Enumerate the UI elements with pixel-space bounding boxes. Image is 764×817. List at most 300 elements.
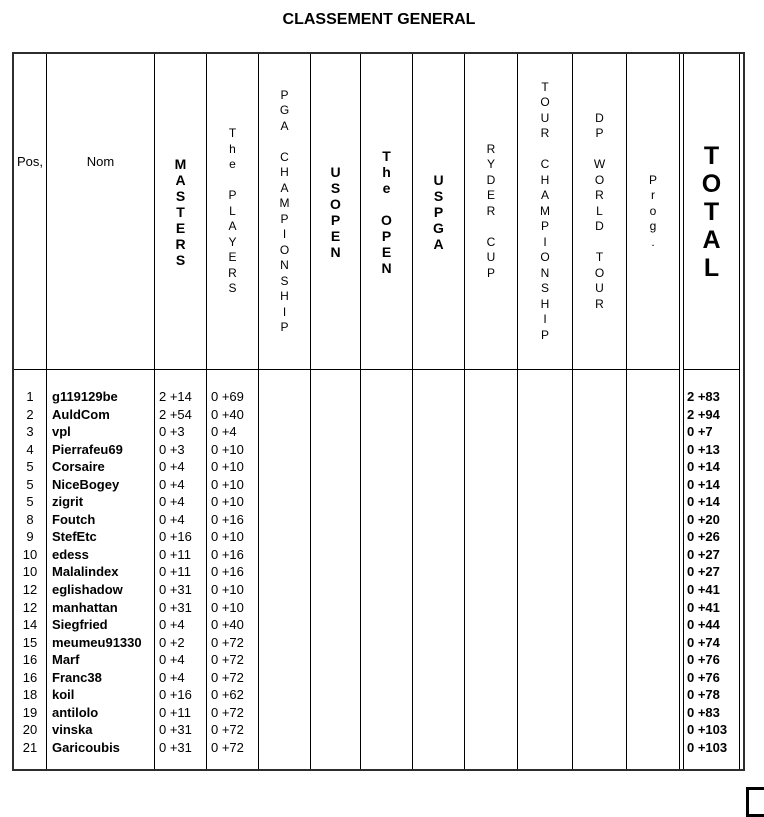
header-letter-masters-3: T bbox=[176, 203, 185, 220]
cell-usopen-13 bbox=[311, 599, 360, 617]
header-letter-total-1: O bbox=[701, 169, 722, 198]
cell-masters-5: 0 +4 bbox=[159, 459, 185, 475]
cell-usopen-21 bbox=[311, 739, 360, 757]
header-letter-ryder-cup-7: U bbox=[486, 250, 496, 265]
cell-ryder-cup-13 bbox=[465, 599, 517, 617]
column-tour-championship bbox=[518, 54, 573, 769]
header-letter-tour-championship-4 bbox=[543, 142, 546, 158]
data-ryder-cup bbox=[465, 370, 517, 769]
header-letter-pga-championship-9: I bbox=[282, 227, 287, 241]
cell-the-players-14: 0 +40 bbox=[211, 617, 244, 633]
cell-the-open-14 bbox=[361, 616, 412, 634]
cell-dp-world-tour-4 bbox=[573, 441, 626, 459]
header-label-nom: Nom bbox=[86, 154, 115, 169]
cell-total-21: 0 +103 bbox=[687, 739, 728, 755]
cell-tour-championship-11 bbox=[518, 563, 572, 581]
cell-pga-championship-12 bbox=[259, 581, 310, 599]
cell-the-open-11 bbox=[361, 563, 412, 581]
cell-the-players-10: 0 +16 bbox=[211, 546, 244, 562]
cell-total-6: 0 +14 bbox=[687, 476, 720, 492]
header-letter-prog-1: r bbox=[651, 188, 655, 203]
header-letter-tour-championship-6: H bbox=[540, 172, 550, 187]
cell-dp-world-tour-6 bbox=[573, 476, 626, 494]
header-letter-usopen-1: S bbox=[330, 179, 341, 196]
cell-nom-4: Pierrafeu69 bbox=[52, 441, 123, 457]
cell-pga-championship-15 bbox=[259, 634, 310, 652]
cell-masters-20: 0 +31 bbox=[159, 722, 192, 738]
cell-usopen-3 bbox=[311, 423, 360, 441]
cell-uspga-10 bbox=[413, 546, 464, 564]
header-letter-tour-championship-1: O bbox=[540, 95, 550, 110]
cell-nom-18: koil bbox=[52, 687, 75, 703]
cell-nom-10: edess bbox=[52, 546, 89, 562]
cell-tour-championship-20 bbox=[518, 721, 572, 739]
cell-nom-16: Marf bbox=[52, 652, 80, 668]
column-masters bbox=[155, 54, 207, 769]
cell-the-players-9: 0 +10 bbox=[211, 529, 244, 545]
cell-uspga-16 bbox=[413, 651, 464, 669]
column-the-players bbox=[207, 54, 259, 769]
header-letter-dp-world-tour-4: O bbox=[594, 172, 605, 187]
cell-ryder-cup-12 bbox=[465, 581, 517, 599]
cell-ryder-cup-21 bbox=[465, 739, 517, 757]
cell-uspga-17 bbox=[413, 669, 464, 687]
header-letter-dp-world-tour-10: O bbox=[594, 265, 605, 280]
cell-usopen-17 bbox=[311, 669, 360, 687]
header-letter-tour-championship-13: S bbox=[540, 281, 549, 296]
cell-the-open-2 bbox=[361, 406, 412, 424]
cell-ryder-cup-11 bbox=[465, 563, 517, 581]
cell-masters-7: 0 +4 bbox=[159, 494, 185, 510]
header-letter-usopen-5: N bbox=[330, 243, 341, 260]
header-letter-ryder-cup-2: D bbox=[486, 172, 496, 187]
cell-pos-19: 19 bbox=[22, 704, 38, 720]
cell-dp-world-tour-15 bbox=[573, 634, 626, 652]
cell-dp-world-tour-10 bbox=[573, 546, 626, 564]
cell-usopen-20 bbox=[311, 721, 360, 739]
cell-usopen-4 bbox=[311, 441, 360, 459]
cell-the-players-20: 0 +72 bbox=[211, 722, 244, 738]
cell-the-open-19 bbox=[361, 704, 412, 722]
cell-pga-championship-1 bbox=[259, 388, 310, 406]
cell-tour-championship-16 bbox=[518, 651, 572, 669]
header-letter-dp-world-tour-8 bbox=[598, 235, 601, 251]
header-letter-the-open-2: e bbox=[382, 179, 391, 196]
header-letter-ryder-cup-8: P bbox=[486, 265, 495, 280]
cell-the-open-3 bbox=[361, 423, 412, 441]
cell-prog-10 bbox=[627, 546, 679, 564]
cell-pos-5: 5 bbox=[26, 459, 34, 475]
header-letter-ryder-cup-6: C bbox=[486, 234, 496, 249]
header-letter-the-players-8: E bbox=[228, 250, 237, 265]
cell-nom-11: Malalindex bbox=[52, 564, 119, 580]
header-letter-uspga-4: A bbox=[433, 235, 444, 252]
header-ryder-cup bbox=[465, 54, 517, 370]
cell-prog-11 bbox=[627, 563, 679, 581]
cell-the-players-13: 0 +10 bbox=[211, 599, 244, 615]
cell-dp-world-tour-14 bbox=[573, 616, 626, 634]
cell-usopen-16 bbox=[311, 651, 360, 669]
header-letter-pga-championship-13: H bbox=[280, 289, 289, 303]
header-letter-uspga-3: G bbox=[433, 219, 444, 236]
cell-masters-9: 0 +16 bbox=[159, 529, 192, 545]
header-letter-the-open-5: P bbox=[381, 227, 392, 244]
cell-nom-1: g119129be bbox=[52, 389, 118, 404]
header-letter-usopen-2: O bbox=[330, 195, 341, 212]
cell-total-16: 0 +76 bbox=[687, 652, 720, 668]
cell-total-18: 0 +78 bbox=[687, 687, 720, 703]
header-letter-tour-championship-16: P bbox=[540, 327, 549, 342]
cell-ryder-cup-16 bbox=[465, 651, 517, 669]
data-prog bbox=[627, 370, 679, 769]
header-letter-uspga-1: S bbox=[433, 187, 444, 204]
header-letter-tour-championship-5: C bbox=[540, 157, 550, 172]
cell-pga-championship-17 bbox=[259, 669, 310, 687]
cell-uspga-8 bbox=[413, 511, 464, 529]
cell-prog-9 bbox=[627, 528, 679, 546]
header-letter-pga-championship-7: M bbox=[279, 196, 290, 210]
cell-masters-1: 2 +14 bbox=[159, 389, 192, 404]
cell-ryder-cup-5 bbox=[465, 458, 517, 476]
cell-prog-15 bbox=[627, 634, 679, 652]
cell-tour-championship-15 bbox=[518, 634, 572, 652]
header-letter-pga-championship-3 bbox=[283, 134, 286, 150]
data-total bbox=[684, 370, 739, 769]
cell-usopen-11 bbox=[311, 563, 360, 581]
cell-the-players-19: 0 +72 bbox=[211, 704, 244, 720]
cell-pos-13: 12 bbox=[22, 599, 38, 615]
cell-the-players-11: 0 +16 bbox=[211, 564, 244, 580]
cell-masters-21: 0 +31 bbox=[159, 739, 192, 755]
cell-dp-world-tour-1 bbox=[573, 388, 626, 406]
cell-nom-19: antilolo bbox=[52, 704, 99, 720]
header-nom bbox=[47, 54, 154, 370]
cell-ryder-cup-8 bbox=[465, 511, 517, 529]
header-masters bbox=[155, 54, 206, 370]
header-the-players bbox=[207, 54, 258, 370]
cell-prog-18 bbox=[627, 686, 679, 704]
cell-dp-world-tour-2 bbox=[573, 406, 626, 424]
cell-total-10: 0 +27 bbox=[687, 546, 720, 562]
cell-uspga-7 bbox=[413, 493, 464, 511]
cell-dp-world-tour-3 bbox=[573, 423, 626, 441]
cell-the-players-15: 0 +72 bbox=[211, 634, 244, 650]
cell-prog-2 bbox=[627, 406, 679, 424]
header-usopen bbox=[311, 54, 360, 370]
cell-prog-12 bbox=[627, 581, 679, 599]
cell-prog-8 bbox=[627, 511, 679, 529]
cell-uspga-11 bbox=[413, 563, 464, 581]
cell-total-14: 0 +44 bbox=[687, 617, 720, 633]
header-letter-total-2: T bbox=[703, 197, 720, 226]
cell-the-open-7 bbox=[361, 493, 412, 511]
header-letter-total-4: L bbox=[703, 253, 720, 282]
cell-the-open-6 bbox=[361, 476, 412, 494]
cell-pos-15: 15 bbox=[22, 634, 38, 650]
cell-uspga-18 bbox=[413, 686, 464, 704]
cell-pos-11: 10 bbox=[22, 564, 38, 580]
cell-prog-20 bbox=[627, 721, 679, 739]
cell-usopen-15 bbox=[311, 634, 360, 652]
header-letter-masters-2: S bbox=[175, 187, 186, 204]
cell-nom-7: zigrit bbox=[52, 494, 84, 510]
cell-tour-championship-8 bbox=[518, 511, 572, 529]
cell-ryder-cup-9 bbox=[465, 528, 517, 546]
cell-the-open-18 bbox=[361, 686, 412, 704]
header-letter-dp-world-tour-3: W bbox=[593, 157, 606, 172]
cell-pos-20: 20 bbox=[22, 722, 38, 738]
column-total bbox=[683, 54, 740, 769]
header-the-open bbox=[361, 54, 412, 370]
cell-dp-world-tour-20 bbox=[573, 721, 626, 739]
column-usopen bbox=[311, 54, 361, 769]
header-letter-ryder-cup-0: R bbox=[486, 141, 496, 156]
cell-prog-7 bbox=[627, 493, 679, 511]
cell-the-players-1: 0 +69 bbox=[211, 389, 244, 404]
data-pos bbox=[14, 370, 46, 769]
cell-uspga-9 bbox=[413, 528, 464, 546]
cell-uspga-3 bbox=[413, 423, 464, 441]
header-letter-dp-world-tour-5: R bbox=[595, 188, 604, 203]
header-letter-uspga-2: P bbox=[433, 203, 444, 220]
cell-uspga-12 bbox=[413, 581, 464, 599]
cell-masters-10: 0 +11 bbox=[159, 546, 191, 562]
cell-usopen-5 bbox=[311, 458, 360, 476]
cell-total-4: 0 +13 bbox=[687, 441, 720, 457]
cell-the-open-1 bbox=[361, 388, 412, 406]
cell-ryder-cup-14 bbox=[465, 616, 517, 634]
header-letter-dp-world-tour-9: T bbox=[595, 250, 604, 265]
cell-masters-3: 0 +3 bbox=[159, 424, 185, 440]
cell-masters-6: 0 +4 bbox=[159, 476, 185, 492]
cell-prog-14 bbox=[627, 616, 679, 634]
header-letter-total-0: T bbox=[703, 141, 720, 170]
cell-prog-4 bbox=[627, 441, 679, 459]
cell-tour-championship-5 bbox=[518, 458, 572, 476]
cell-prog-19 bbox=[627, 704, 679, 722]
cell-nom-9: StefEtc bbox=[52, 529, 97, 545]
header-letter-usopen-3: P bbox=[330, 211, 341, 228]
cell-prog-21 bbox=[627, 739, 679, 757]
cell-total-3: 0 +7 bbox=[687, 424, 713, 440]
header-letter-the-players-6: A bbox=[228, 219, 237, 234]
cell-prog-6 bbox=[627, 476, 679, 494]
cell-prog-3 bbox=[627, 423, 679, 441]
cell-tour-championship-1 bbox=[518, 388, 572, 406]
cell-dp-world-tour-16 bbox=[573, 651, 626, 669]
cell-the-open-16 bbox=[361, 651, 412, 669]
header-letter-the-open-7: N bbox=[381, 259, 392, 276]
header-letter-dp-world-tour-12: R bbox=[595, 296, 604, 311]
header-letter-masters-4: E bbox=[175, 219, 186, 236]
cell-pga-championship-3 bbox=[259, 423, 310, 441]
cell-nom-6: NiceBogey bbox=[52, 476, 120, 492]
cell-usopen-14 bbox=[311, 616, 360, 634]
cell-pga-championship-4 bbox=[259, 441, 310, 459]
data-uspga bbox=[413, 370, 464, 769]
header-letter-tour-championship-9: P bbox=[540, 219, 549, 234]
header-letter-tour-championship-2: U bbox=[540, 110, 550, 125]
cell-uspga-2 bbox=[413, 406, 464, 424]
cell-nom-2: AuldCom bbox=[52, 406, 110, 422]
cell-uspga-14 bbox=[413, 616, 464, 634]
cell-dp-world-tour-8 bbox=[573, 511, 626, 529]
cell-tour-championship-21 bbox=[518, 739, 572, 757]
cell-nom-12: eglishadow bbox=[52, 582, 123, 598]
data-pga-championship bbox=[259, 370, 310, 769]
header-tour-championship bbox=[518, 54, 572, 370]
cell-the-players-2: 0 +40 bbox=[211, 406, 244, 422]
cell-uspga-5 bbox=[413, 458, 464, 476]
data-the-open bbox=[361, 370, 412, 769]
cell-the-open-15 bbox=[361, 634, 412, 652]
cell-usopen-7 bbox=[311, 493, 360, 511]
cell-ryder-cup-6 bbox=[465, 476, 517, 494]
header-letter-ryder-cup-5 bbox=[489, 219, 492, 235]
cell-dp-world-tour-9 bbox=[573, 528, 626, 546]
cell-pga-championship-5 bbox=[259, 458, 310, 476]
header-letter-total-3: A bbox=[702, 225, 721, 254]
data-usopen bbox=[311, 370, 360, 769]
cell-nom-13: manhattan bbox=[52, 599, 118, 615]
cell-tour-championship-13 bbox=[518, 599, 572, 617]
header-pga-championship bbox=[259, 54, 310, 370]
header-letter-prog-4: . bbox=[651, 234, 655, 249]
cell-uspga-1 bbox=[413, 388, 464, 406]
cell-pos-12: 12 bbox=[22, 582, 38, 598]
header-letter-the-players-3 bbox=[231, 173, 234, 189]
cell-pga-championship-7 bbox=[259, 493, 310, 511]
header-letter-tour-championship-11: O bbox=[540, 250, 550, 265]
column-prog bbox=[627, 54, 680, 769]
cell-masters-13: 0 +31 bbox=[159, 599, 192, 615]
cell-nom-8: Foutch bbox=[52, 511, 96, 527]
header-letter-dp-world-tour-0: D bbox=[595, 110, 604, 125]
cell-the-players-7: 0 +10 bbox=[211, 494, 244, 510]
header-letter-pga-championship-11: N bbox=[280, 258, 289, 272]
cell-uspga-21 bbox=[413, 739, 464, 757]
cell-ryder-cup-18 bbox=[465, 686, 517, 704]
cell-dp-world-tour-11 bbox=[573, 563, 626, 581]
cell-nom-15: meumeu91330 bbox=[52, 634, 142, 650]
header-letter-the-players-9: R bbox=[228, 265, 237, 280]
cell-pos-21: 21 bbox=[22, 739, 38, 755]
header-prog bbox=[627, 54, 679, 370]
cell-tour-championship-19 bbox=[518, 704, 572, 722]
cell-ryder-cup-2 bbox=[465, 406, 517, 424]
header-letter-masters-5: R bbox=[175, 235, 186, 252]
cell-pga-championship-13 bbox=[259, 599, 310, 617]
cell-masters-12: 0 +31 bbox=[159, 582, 192, 598]
cell-the-open-9 bbox=[361, 528, 412, 546]
header-letter-the-players-4: P bbox=[228, 188, 237, 203]
column-pos bbox=[14, 54, 47, 769]
header-letter-pga-championship-6: A bbox=[280, 180, 289, 195]
cell-nom-3: vpl bbox=[52, 424, 71, 440]
cell-ryder-cup-15 bbox=[465, 634, 517, 652]
header-letter-uspga-0: U bbox=[433, 171, 444, 188]
cell-pos-8: 8 bbox=[26, 511, 34, 527]
cell-pos-18: 18 bbox=[22, 687, 38, 703]
header-letter-pga-championship-14: I bbox=[282, 304, 287, 319]
header-letter-usopen-0: U bbox=[330, 163, 341, 180]
column-pga-championship bbox=[259, 54, 311, 769]
cell-usopen-1 bbox=[311, 388, 360, 406]
header-letter-tour-championship-0: T bbox=[541, 79, 549, 94]
header-letter-ryder-cup-4: R bbox=[486, 203, 496, 218]
header-letter-the-players-10: S bbox=[228, 281, 237, 296]
cell-tour-championship-17 bbox=[518, 669, 572, 687]
cell-total-12: 0 +41 bbox=[687, 582, 720, 598]
cell-the-players-4: 0 +10 bbox=[211, 441, 244, 457]
cell-ryder-cup-10 bbox=[465, 546, 517, 564]
cell-masters-2: 2 +54 bbox=[159, 406, 192, 422]
header-letter-masters-1: A bbox=[175, 171, 186, 188]
header-total bbox=[684, 54, 739, 370]
cell-pos-6: 5 bbox=[26, 476, 34, 492]
cell-tour-championship-4 bbox=[518, 441, 572, 459]
header-letter-tour-championship-10: I bbox=[543, 234, 547, 249]
cell-the-open-4 bbox=[361, 441, 412, 459]
cell-nom-21: Garicoubis bbox=[52, 739, 120, 755]
header-letter-the-players-0: T bbox=[228, 126, 237, 141]
cell-dp-world-tour-21 bbox=[573, 739, 626, 757]
header-letter-tour-championship-14: H bbox=[540, 296, 550, 311]
cell-usopen-6 bbox=[311, 476, 360, 494]
cell-pga-championship-19 bbox=[259, 704, 310, 722]
cell-masters-17: 0 +4 bbox=[159, 669, 185, 685]
cell-the-open-20 bbox=[361, 721, 412, 739]
cell-uspga-19 bbox=[413, 704, 464, 722]
cell-usopen-10 bbox=[311, 546, 360, 564]
cell-prog-13 bbox=[627, 599, 679, 617]
cell-dp-world-tour-13 bbox=[573, 599, 626, 617]
cell-the-players-21: 0 +72 bbox=[211, 739, 244, 755]
header-letter-masters-6: S bbox=[175, 251, 186, 268]
cell-the-players-6: 0 +10 bbox=[211, 476, 244, 492]
cell-the-open-13 bbox=[361, 599, 412, 617]
cell-ryder-cup-7 bbox=[465, 493, 517, 511]
header-letter-tour-championship-8: M bbox=[540, 203, 550, 218]
cell-the-players-18: 0 +62 bbox=[211, 687, 244, 703]
cell-pga-championship-6 bbox=[259, 476, 310, 494]
header-letter-the-players-1: h bbox=[229, 141, 236, 156]
header-letter-dp-world-tour-7: D bbox=[595, 219, 604, 234]
cell-pos-1: 1 bbox=[26, 389, 34, 404]
cell-tour-championship-6 bbox=[518, 476, 572, 494]
header-letter-dp-world-tour-11: U bbox=[595, 281, 604, 296]
header-letter-pga-championship-4: C bbox=[280, 149, 289, 164]
cell-prog-16 bbox=[627, 651, 679, 669]
cell-tour-championship-7 bbox=[518, 493, 572, 511]
cell-pga-championship-21 bbox=[259, 739, 310, 757]
cell-pos-17: 16 bbox=[22, 669, 38, 685]
cell-masters-16: 0 +4 bbox=[159, 652, 185, 668]
cell-pos-7: 5 bbox=[26, 494, 34, 510]
header-letter-tour-championship-7: A bbox=[540, 188, 549, 203]
header-letter-the-open-1: h bbox=[382, 163, 391, 180]
cell-pga-championship-8 bbox=[259, 511, 310, 529]
cell-pga-championship-14 bbox=[259, 616, 310, 634]
header-letter-pga-championship-12: S bbox=[280, 273, 289, 288]
cell-masters-4: 0 +3 bbox=[159, 441, 185, 457]
cell-the-players-17: 0 +72 bbox=[211, 669, 244, 685]
header-letter-pga-championship-2: A bbox=[280, 118, 289, 133]
data-nom bbox=[47, 370, 154, 769]
cell-pos-16: 16 bbox=[22, 652, 38, 668]
header-letter-dp-world-tour-6: L bbox=[596, 203, 603, 218]
cell-uspga-13 bbox=[413, 599, 464, 617]
